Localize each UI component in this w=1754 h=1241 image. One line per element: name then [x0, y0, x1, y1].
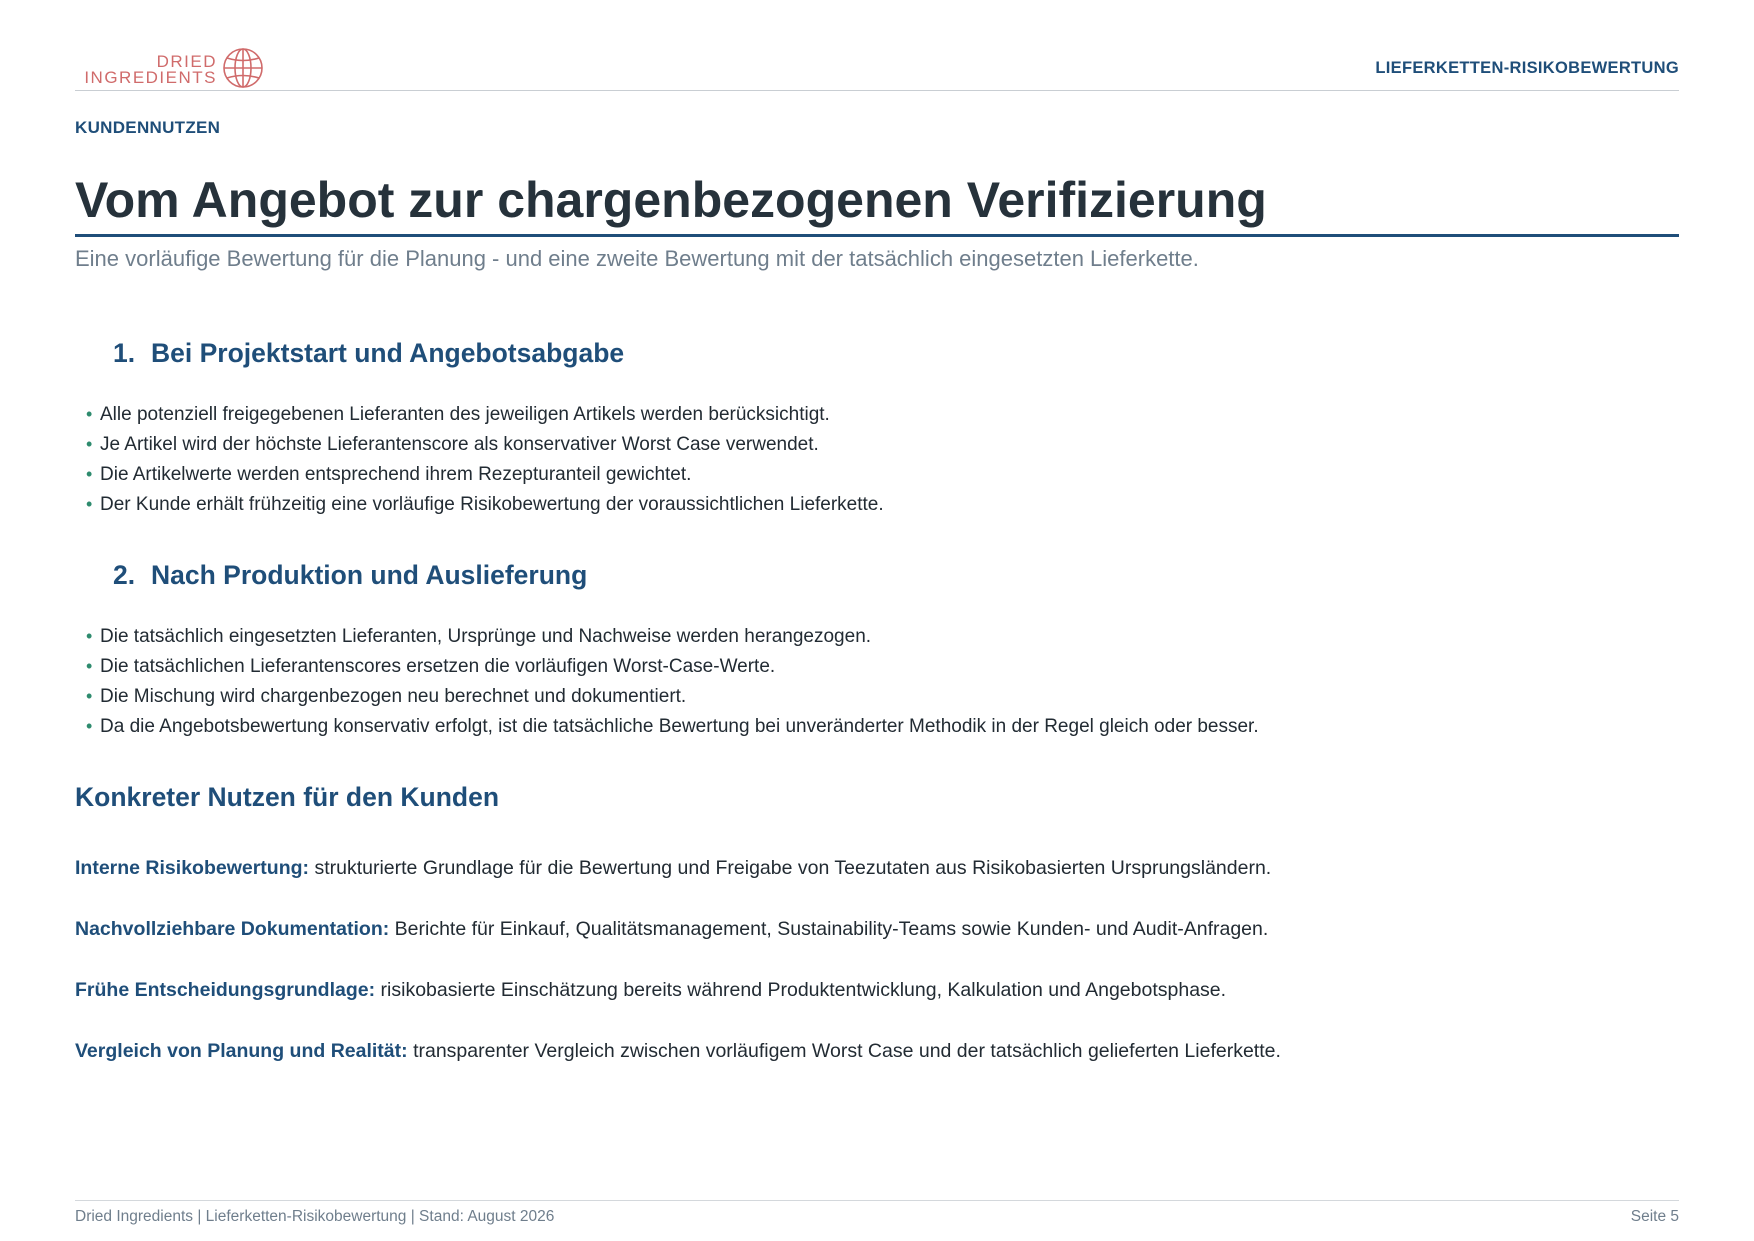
- logo-wordmark: [84, 54, 217, 86]
- page-number: Seite 5: [1630, 1208, 1679, 1225]
- page-header: [75, 44, 1679, 91]
- list-item: [86, 459, 884, 489]
- benefit-label: Vergleich von Planung und Realität:: [75, 1040, 408, 1062]
- logo-line-1: DRIED: [156, 52, 217, 71]
- bullet-dot-icon: •: [86, 656, 93, 676]
- benefit-label: Nachvollziehbare Dokumentation:: [75, 918, 390, 940]
- list-item-text: Die tatsächlich eingesetzten Lieferanten, Ursprünge und Nachweise werden herangezogen.: [100, 626, 872, 647]
- footer-text: Dried Ingredients | Lieferketten-Risikobewertung | Stand: August 2026: [75, 1208, 555, 1225]
- list-item-text: Der Kunde erhält frühzeitig eine vorläufige Risikobewertung der voraussichtlichen Lieferkette.: [100, 494, 884, 515]
- benefit-text: risikobasierte Einschätzung bereits während Produktentwicklung, Kalkulation und Angebotsphase.: [380, 979, 1227, 1001]
- bullet-dot-icon: •: [86, 626, 93, 646]
- step-2-bullet-list: [86, 621, 1259, 741]
- list-item: [86, 429, 884, 459]
- step-2-heading: [113, 560, 587, 591]
- benefit-text: strukturierte Grundlage für die Bewertung und Freigabe von Teezutaten aus Risikobasierten Ursprungsländern.: [314, 857, 1272, 879]
- page-title: Vom Angebot zur chargenbezogenen Verifizierung: [75, 170, 1679, 237]
- section-label: KUNDENNUTZEN: [75, 118, 221, 137]
- bullet-dot-icon: •: [86, 464, 93, 484]
- benefit-text: Berichte für Einkauf, Qualitätsmanagement, Sustainability-Teams sowie Kunden- und Audit-Anfragen.: [394, 918, 1269, 940]
- page-subtitle: Eine vorläufige Bewertung für die Planung - und eine zweite Bewertung mit der tatsächlich eingesetzten Lieferkette.: [75, 246, 1199, 271]
- logo-line-2: INGREDIENTS: [84, 68, 217, 87]
- list-item-text: Die Artikelwerte werden entsprechend ihrem Rezepturanteil gewichtet.: [100, 464, 692, 485]
- bullet-dot-icon: •: [86, 494, 93, 514]
- step-2-number: 2.: [113, 560, 136, 590]
- step-2-title: Nach Produktion und Auslieferung: [151, 560, 588, 590]
- step-1-number: 1.: [113, 338, 136, 368]
- list-item: [86, 621, 1259, 651]
- bullet-dot-icon: •: [86, 434, 93, 454]
- company-logo: [75, 44, 265, 90]
- list-item-text: Je Artikel wird der höchste Lieferantenscore als konservativer Worst Case verwendet.: [100, 434, 819, 455]
- list-item: [86, 711, 1259, 741]
- benefit-item: [75, 857, 1271, 880]
- header-document-title: LIEFERKETTEN-RISIKOBEWERTUNG: [1375, 59, 1679, 77]
- list-item: [86, 489, 884, 519]
- list-item: [86, 399, 884, 429]
- step-1-heading: [113, 338, 624, 369]
- benefits-heading: Konkreter Nutzen für den Kunden: [75, 782, 500, 812]
- step-1-title: Bei Projektstart und Angebotsabgabe: [151, 338, 625, 368]
- benefit-label: Frühe Entscheidungsgrundlage:: [75, 979, 376, 1001]
- bullet-dot-icon: •: [86, 716, 93, 736]
- benefit-text: transparenter Vergleich zwischen vorläufigem Worst Case und der tatsächlich gelieferten Lieferkette.: [413, 1040, 1281, 1062]
- list-item-text: Die tatsächlichen Lieferantenscores ersetzen die vorläufigen Worst-Case-Werte.: [100, 656, 776, 677]
- benefit-label: Interne Risikobewertung:: [75, 857, 310, 879]
- benefit-item: [75, 918, 1268, 941]
- list-item-text: Da die Angebotsbewertung konservativ erfolgt, ist die tatsächliche Bewertung bei unveränderter Methodik in der Regel gleich oder besser.: [100, 716, 1259, 737]
- globe-icon: [221, 46, 265, 90]
- bullet-dot-icon: •: [86, 404, 93, 424]
- list-item-text: Alle potenziell freigegebenen Lieferanten des jeweiligen Artikels werden berücksichtigt.: [100, 404, 830, 425]
- benefit-item: [75, 979, 1226, 1002]
- list-item: [86, 651, 1259, 681]
- list-item-text: Die Mischung wird chargenbezogen neu berechnet und dokumentiert.: [100, 686, 687, 707]
- list-item: [86, 681, 1259, 711]
- step-1-bullet-list: [86, 399, 884, 519]
- page-footer: [75, 1200, 1679, 1225]
- bullet-dot-icon: •: [86, 686, 93, 706]
- benefit-item: [75, 1040, 1281, 1063]
